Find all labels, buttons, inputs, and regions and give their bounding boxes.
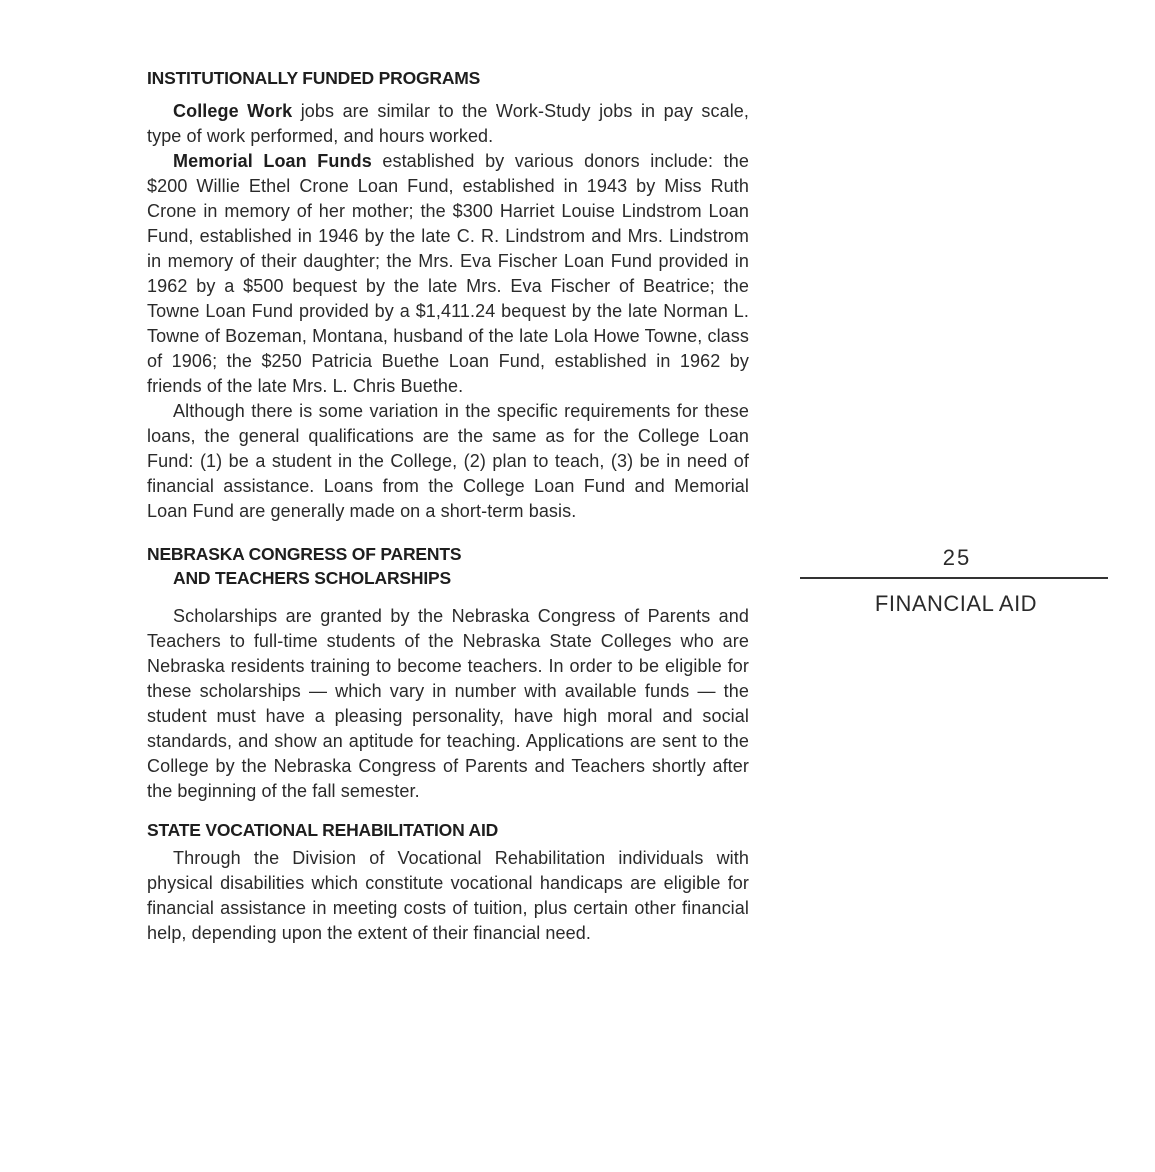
page-sidebar: [800, 543, 1108, 617]
pta-heading-line2: AND TEACHERS SCHOLARSHIPS: [173, 568, 451, 588]
pta-heading-line1: NEBRASKA CONGRESS OF PARENTS: [147, 544, 462, 564]
pta-heading: [147, 542, 749, 590]
college-work-text: jobs are similar to the Work-Study jobs in pay scale, type of work performed, and hours worked.: [147, 101, 749, 146]
college-work-term: College Work: [173, 101, 293, 121]
loan-requirements-paragraph: Although there is some variation in the specific requirements for these loans, the general qualifications are the same as for the College Loan Fund: (1) be a student in the College, (2) plan to teach, (3) be in need of financial assistance. Loans from the College Loan Fund and Memorial Loan Fund are generally made on a short-term basis.: [147, 401, 749, 521]
section-title: FINANCIAL AID: [874, 591, 1038, 616]
sidebar-rule: [800, 577, 1108, 579]
memorial-loan-paragraph: [147, 149, 749, 399]
page-number: 25: [942, 545, 972, 570]
vocational-heading: STATE VOCATIONAL REHABILITATION AID: [147, 820, 499, 840]
vocational-paragraph: Through the Division of Vocational Rehabilitation individuals with physical disabilities which constitute vocational handicaps are eligible for financial assistance in meeting costs of tuition, plus certain other financial help, depending upon the extent of their financial need.: [147, 848, 749, 943]
college-work-paragraph: [147, 99, 749, 149]
pta-paragraph: Scholarships are granted by the Nebraska Congress of Parents and Teachers to full-time students of the Nebraska State Colleges who are Nebraska residents training to become teachers. In order to be eligible for these scholarships — which vary in number with available funds — the student must have a pleasing personality, have high moral and social standards, and show an aptitude for teaching. Applications are sent to the College by the Nebraska Congress of Parents and Teachers shortly after the beginning of the fall semester.: [147, 606, 749, 801]
main-column: [147, 66, 749, 946]
memorial-loan-term: Memorial Loan Funds: [173, 151, 372, 171]
memorial-loan-text: established by various donors include: the $200 Willie Ethel Crone Loan Fund, established in 1943 by Miss Ruth Crone in memory of her mother; the $300 Harriet Louise Lindstrom Loan Fund, established in 1946 by the late C. R. Lindstrom and Mrs. Lindstrom in memory of their daughter; the Mrs. Eva Fischer Loan Fund provided in 1962 by a $500 bequest by the late Mrs. Eva Fischer of Beatrice; the Towne Loan Fund provided by a $1,411.24 bequest by the late Norman L. Towne of Bozeman, Montana, husband of the late Lola Howe Towne, class of 1906; the $250 Patricia Buethe Loan Fund, established in 1962 by friends of the late Mrs. L. Chris Buethe.: [147, 151, 749, 396]
institutional-heading: INSTITUTIONALLY FUNDED PROGRAMS: [147, 68, 481, 88]
